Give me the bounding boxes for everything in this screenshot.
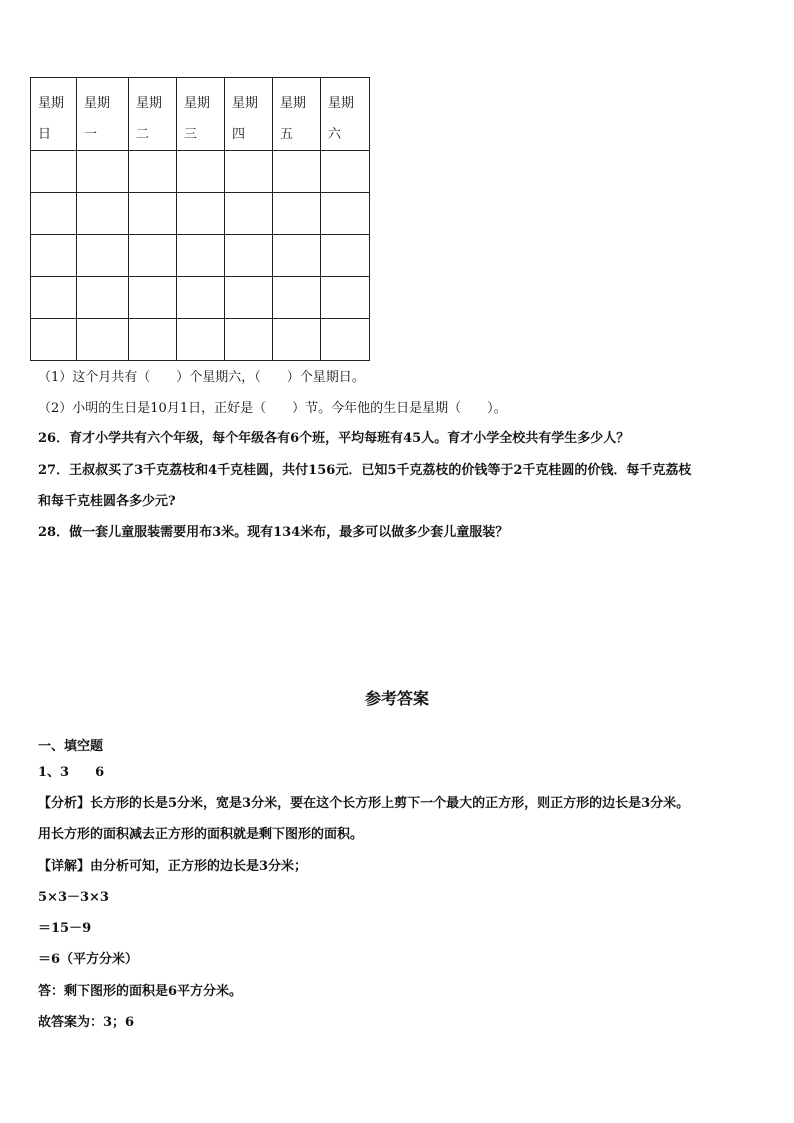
calendar-cell bbox=[177, 277, 225, 319]
calendar-cell bbox=[273, 277, 321, 319]
answer-calc-step1: 5×3－3×3 bbox=[38, 890, 109, 905]
weekday-label-bottom: 一 bbox=[84, 127, 98, 142]
calendar-cell bbox=[273, 235, 321, 277]
calendar-row bbox=[31, 193, 370, 235]
question-25-part2: （2）小明的生日是10月1日，正好是（ ）节。今年他的生日是星期（ ）。 bbox=[38, 401, 507, 416]
weekday-label bbox=[321, 78, 369, 150]
weekday-label-top: 星期 bbox=[38, 96, 65, 111]
weekday-label-top: 星期 bbox=[136, 96, 163, 111]
calendar-cell bbox=[77, 151, 129, 193]
calendar-cell bbox=[77, 235, 129, 277]
weekday-label-bottom: 五 bbox=[280, 127, 294, 142]
weekday-label-bottom: 六 bbox=[328, 127, 342, 142]
calendar-cell bbox=[225, 193, 273, 235]
calendar-cell bbox=[177, 151, 225, 193]
calendar-header-cell bbox=[225, 78, 273, 151]
answers-title: 参考答案 bbox=[364, 689, 429, 708]
calendar-row bbox=[31, 151, 370, 193]
calendar-cell bbox=[129, 235, 177, 277]
calendar-cell bbox=[31, 235, 77, 277]
calendar-cell bbox=[321, 151, 370, 193]
calendar-header-cell bbox=[177, 78, 225, 151]
question-25-part1: （1）这个月共有（ ）个星期六，（ ）个星期日。 bbox=[38, 370, 365, 385]
weekday-label-top: 星期 bbox=[84, 96, 111, 111]
weekday-label bbox=[77, 78, 128, 150]
calendar-cell bbox=[321, 235, 370, 277]
calendar-cell bbox=[129, 193, 177, 235]
calendar-header-row bbox=[31, 78, 370, 151]
calendar-cell bbox=[77, 193, 129, 235]
calendar-row bbox=[31, 235, 370, 277]
weekday-label-top: 星期 bbox=[328, 96, 355, 111]
calendar-table bbox=[30, 77, 370, 361]
weekday-label-bottom: 三 bbox=[184, 127, 198, 142]
answers-section-heading: 一、填空题 bbox=[38, 739, 104, 754]
answer-detail: 【详解】由分析可知，正方形的边长是3分米； bbox=[38, 859, 308, 874]
calendar-header-cell bbox=[77, 78, 129, 151]
calendar-cell bbox=[77, 277, 129, 319]
calendar-cell bbox=[273, 193, 321, 235]
answer-analysis-line2: 用长方形的面积减去正方形的面积就是剩下图形的面积。 bbox=[38, 827, 364, 842]
answer-analysis-line1: 【分析】长方形的长是5分米，宽是3分米，要在这个长方形上剪下一个最大的正方形，则正方形的边长是3分米。 bbox=[38, 796, 690, 811]
calendar-body bbox=[31, 151, 370, 361]
calendar-header-cell bbox=[129, 78, 177, 151]
weekday-label bbox=[129, 78, 176, 150]
calendar-cell bbox=[177, 319, 225, 361]
weekday-label-bottom: 二 bbox=[136, 127, 150, 142]
calendar-cell bbox=[129, 151, 177, 193]
answer-calc-step3: ＝6（平方分米） bbox=[38, 952, 139, 967]
calendar-cell bbox=[31, 151, 77, 193]
answer-reply: 答：剩下图形的面积是6平方分米。 bbox=[38, 984, 243, 999]
answer-calc-step2: ＝15－9 bbox=[38, 921, 92, 936]
calendar-cell bbox=[177, 235, 225, 277]
weekday-label bbox=[273, 78, 320, 150]
calendar-cell bbox=[225, 151, 273, 193]
weekday-label-bottom: 日 bbox=[38, 127, 52, 142]
calendar-header-cell bbox=[273, 78, 321, 151]
calendar-cell bbox=[31, 193, 77, 235]
weekday-label-bottom: 四 bbox=[232, 127, 246, 142]
calendar-header-cell bbox=[321, 78, 370, 151]
weekday-label bbox=[31, 78, 76, 150]
calendar-cell bbox=[77, 319, 129, 361]
question-27-line1: 27．王叔叔买了3千克荔枝和4千克桂圆，共付156元．已知5千克荔枝的价钱等于2千克桂圆的价钱．每千克荔枝 bbox=[38, 463, 692, 478]
calendar-row bbox=[31, 277, 370, 319]
question-28: 28．做一套儿童服装需要用布3米。现有134米布，最多可以做多少套儿童服装？ bbox=[38, 525, 509, 540]
calendar-cell bbox=[273, 151, 321, 193]
weekday-label-top: 星期 bbox=[232, 96, 259, 111]
weekday-label-top: 星期 bbox=[280, 96, 307, 111]
weekday-label bbox=[177, 78, 224, 150]
weekday-label bbox=[225, 78, 272, 150]
weekday-label-top: 星期 bbox=[184, 96, 211, 111]
calendar-cell bbox=[273, 319, 321, 361]
calendar-row bbox=[31, 319, 370, 361]
calendar-cell bbox=[321, 193, 370, 235]
question-26: 26．育才小学共有六个年级，每个年级各有6个班，平均每班有45人。育才小学全校共有学生多少人？ bbox=[38, 431, 630, 446]
calendar-cell bbox=[321, 319, 370, 361]
calendar-cell bbox=[31, 319, 77, 361]
calendar-cell bbox=[321, 277, 370, 319]
calendar-cell bbox=[129, 319, 177, 361]
calendar-cell bbox=[31, 277, 77, 319]
calendar-cell bbox=[129, 277, 177, 319]
calendar-cell bbox=[225, 319, 273, 361]
calendar-header-cell bbox=[31, 78, 77, 151]
answer-final: 故答案为：3；6 bbox=[38, 1015, 135, 1030]
question-27-line2: 和每千克桂圆各多少元? bbox=[38, 494, 176, 509]
calendar-cell bbox=[177, 193, 225, 235]
calendar-cell bbox=[225, 235, 273, 277]
calendar-cell bbox=[225, 277, 273, 319]
answer-1: 1、3 6 bbox=[38, 765, 105, 780]
